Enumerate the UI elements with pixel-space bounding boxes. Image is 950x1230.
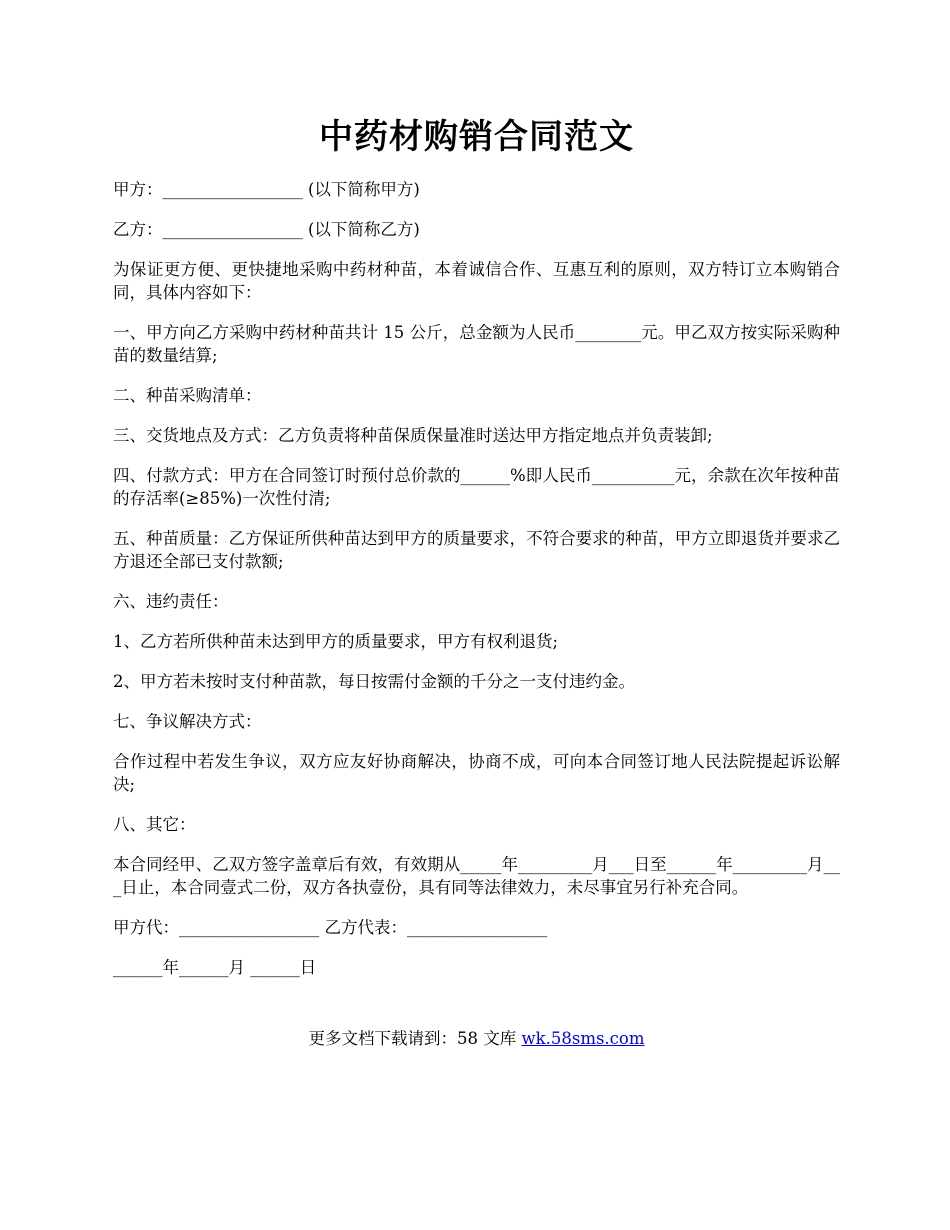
party-b-line: 乙方：_________________ (以下简称乙方) bbox=[113, 220, 420, 239]
clause-7-heading: 七、争议解决方式： bbox=[113, 712, 262, 731]
clause-6-heading: 六、违约责任： bbox=[113, 592, 229, 611]
footer-link[interactable]: wk.58sms.com bbox=[521, 1029, 645, 1048]
signature-line: 甲方代：_________________ 乙方代表：_________________ bbox=[113, 918, 548, 937]
document-body bbox=[113, 178, 840, 996]
footer-text: 更多文档下载请到：58 文库 bbox=[308, 1029, 522, 1048]
download-footer bbox=[113, 1027, 840, 1050]
party-a-line: 甲方：_________________ (以下简称甲方) bbox=[113, 180, 420, 199]
clause-4: 四、付款方式：甲方在合同签订时预付总价款的______%即人民币__________元，余款在次年按种苗的存活率(≥85%)一次性付清; bbox=[113, 466, 840, 508]
clause-6-item-2: 2、甲方若未按时支付种苗款，每日按需付金额的千分之一支付违约金。 bbox=[113, 672, 635, 691]
clause-3: 三、交货地点及方式：乙方负责将种苗保质保量准时送达甲方指定地点并负责装卸; bbox=[113, 426, 713, 445]
clause-5: 五、种苗质量：乙方保证所供种苗达到甲方的质量要求，不符合要求的种苗，甲方立即退货并要求乙方退还全部已支付款额; bbox=[113, 529, 840, 571]
clause-2: 二、种苗采购清单： bbox=[113, 386, 262, 405]
clause-8-heading: 八、其它： bbox=[113, 815, 196, 834]
clause-8-body: 本合同经甲、乙双方签字盖章后有效，有效期从_____年_________月___日至______年_________月___日止，本合同壹式二份，双方各执壹份，具有同等法律效力，未尽事宜另行补充合同。 bbox=[113, 855, 840, 897]
clause-6-item-1: 1、乙方若所供种苗未达到甲方的质量要求，甲方有权利退货; bbox=[113, 632, 559, 651]
document-title: 中药材购销合同范文 bbox=[319, 117, 634, 157]
preamble-paragraph: 为保证更方便、更快捷地采购中药材种苗，本着诚信合作、互惠互利的原则，双方特订立本购销合同，具体内容如下： bbox=[113, 260, 840, 302]
clause-1: 一、甲方向乙方采购中药材种苗共计 15 公斤，总金额为人民币________元。甲乙双方按实际采购种苗的数量结算; bbox=[113, 323, 840, 365]
clause-7-body: 合作过程中若发生争议，双方应友好协商解决，协商不成，可向本合同签订地人民法院提起诉讼解决; bbox=[113, 752, 840, 794]
date-line: ______年______月 ______日 bbox=[113, 958, 317, 977]
